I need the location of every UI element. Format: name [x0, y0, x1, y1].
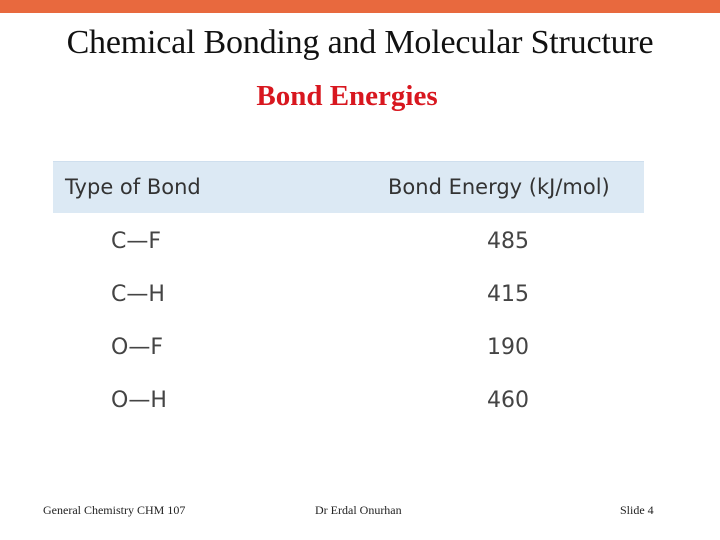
footer-course: General Chemistry CHM 107	[43, 503, 186, 517]
energy-cell: 485	[487, 229, 529, 254]
footer-author: Dr Erdal Onurhan	[315, 503, 402, 517]
table-row	[53, 266, 644, 319]
table-row	[53, 319, 644, 372]
header-bond-energy: Bond Energy (kJ/mol)	[388, 175, 610, 199]
bond-energy-table	[53, 161, 644, 425]
header-bond-type: Type of Bond	[65, 175, 201, 199]
slide-title: Chemical Bonding and Molecular Structure	[66, 24, 654, 61]
table-row	[53, 372, 644, 425]
top-accent-bar	[0, 0, 720, 13]
footer-slide-number: Slide 4	[620, 503, 654, 517]
bond-cell: O—H	[111, 388, 167, 413]
bond-cell: C—F	[111, 229, 162, 254]
slide-subtitle: Bond Energies	[256, 80, 438, 112]
table-row	[53, 213, 644, 266]
table-header	[53, 161, 644, 213]
energy-cell: 415	[487, 282, 529, 307]
energy-cell: 190	[487, 335, 529, 360]
bond-cell: O—F	[111, 335, 163, 360]
energy-cell: 460	[487, 388, 529, 413]
bond-cell: C—H	[111, 282, 165, 307]
